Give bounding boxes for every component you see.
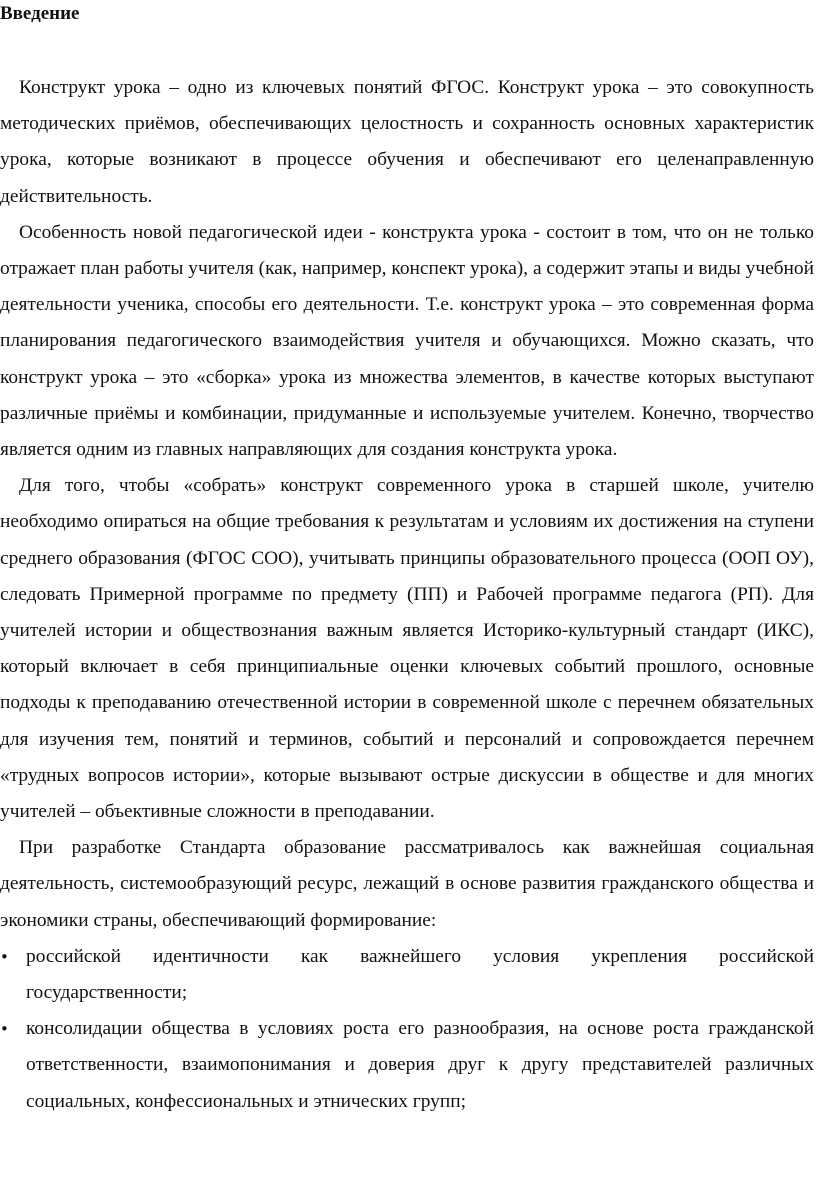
paragraph-feature: Особенность новой педагогической идеи - конструкта урока - состоит в том, что он не только отражает план работы учителя (как, например, конспект урока), а содержит этапы и виды учебной деятельности ученика, способы его деятельности. Т.е. конструкт урока – это современная форма планирования педагогического взаимодействия учителя и обучающихся. Можно сказать, что конструкт урока – это «сборка» урока из множества элементов, в качестве которых выступают различные приёмы и комбинации, придуманные и используемые учителем. Конечно, творчество является одним из главных направляющих для создания конструкта урока. <box>0 221 814 461</box>
paragraph-requirements: Для того, чтобы «собрать» конструкт современного урока в старшей школе, учителю необходимо опираться на общие требования к результатам и условиям их достижения на ступени среднего образования (ФГОС СОО), учитывать принципы образовательного процесса (ООП ОУ), следовать Примерной программе по предмету (ПП) и Рабочей программе педагога (РП). Для учителей истории и обществознания важным является Историко-культурный стандарт (ИКС), который включает в себя принципиальные оценки ключевых событий прошлого, основные подходы к преподаванию отечественной истории в современной школе с перечнем обязательных для изучения тем, понятий и терминов, событий и персоналий и сопровождается перечнем «трудных вопросов истории», которые вызывают острые дискуссии в обществе и для многих учителей – объективные сложности в преподавании. <box>0 475 814 823</box>
document-heading: Введение <box>0 3 80 24</box>
paragraph-intro: Конструкт урока – одно из ключевых понятий ФГОС. Конструкт урока – это совокупность методических приёмов, обеспечивающих целостность и сохранность основных характеристик урока, которые возникают в процессе обучения и обеспечивают его целенаправленную действительность. <box>0 77 814 207</box>
document-body <box>0 70 814 1120</box>
list-item-text: российской идентичности как важнейшего условия укрепления российской государственности; <box>26 945 814 1004</box>
bullet-icon: • <box>0 1020 9 1039</box>
bullet-icon: • <box>0 947 9 966</box>
list-item <box>0 939 814 1011</box>
list-item <box>0 1011 814 1120</box>
list-item-text: консолидации общества в условиях роста его разнообразия, на основе роста гражданской ответственности, взаимопонимания и доверия друг к другу представителей различных социальных, конфессиональных и этнических групп; <box>26 1018 814 1112</box>
paragraph-standard: При разработке Стандарта образование рассматривалось как важнейшая социальная деятельность, системообразующий ресурс, лежащий в основе развития гражданского общества и экономики страны, обеспечивающий формирование: <box>0 837 814 931</box>
bullet-list <box>0 939 814 1120</box>
